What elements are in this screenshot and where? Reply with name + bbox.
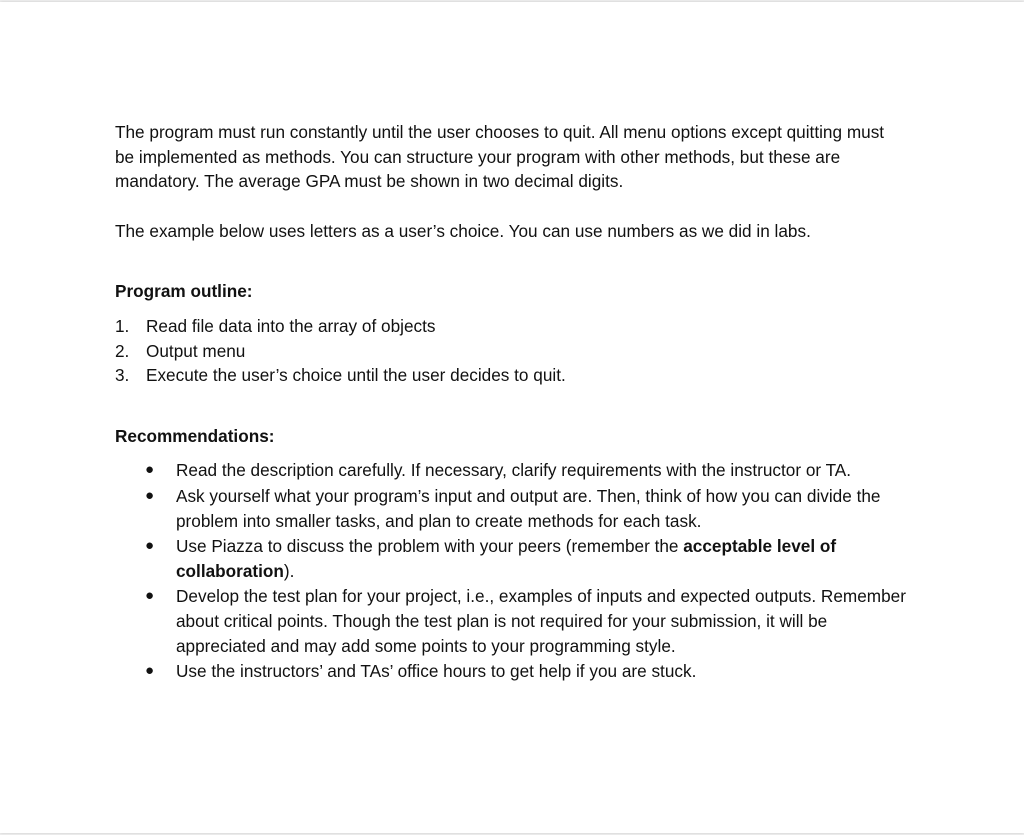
recommendation-item xyxy=(115,534,906,583)
bullet-icon: ● xyxy=(145,537,155,555)
bullet-icon: ● xyxy=(145,486,155,504)
outline-item-text: Read file data into the array of objects xyxy=(146,315,436,336)
outline-item-text: Execute the user’s choice until the user decides to quit. xyxy=(146,365,566,386)
recommendations-list xyxy=(115,458,915,683)
outline-item-text: Output menu xyxy=(146,340,246,361)
heading-recommendations: Recommendations: xyxy=(115,425,275,446)
outline-item-number: 1. xyxy=(115,315,130,336)
recommendation-item xyxy=(115,659,906,684)
bullet-icon: ● xyxy=(145,587,155,605)
program-outline-list xyxy=(115,314,915,388)
recommendation-text-part: Use Piazza to discuss the problem with your peers (remember the xyxy=(176,536,684,557)
recommendation-bold-text: acceptable level of collaboration xyxy=(176,536,837,581)
outline-item xyxy=(115,314,915,339)
recommendation-item xyxy=(115,458,906,483)
outline-item-number: 2. xyxy=(115,340,130,361)
document-content xyxy=(115,120,915,685)
heading-program-outline: Program outline: xyxy=(115,281,253,302)
paragraph-example: The example below uses letters as a user’s choice. You can use numbers as we did in labs. xyxy=(115,220,811,241)
recommendation-text: Read the description carefully. If necessary, clarify requirements with the instructor or TA. xyxy=(176,460,852,481)
recommendation-item xyxy=(115,484,906,533)
recommendation-text: Develop the test plan for your project, i.e., examples of inputs and expected outputs. Remember about critical points. Though the test plan is not required for your submission, it will be appreciated and may add some points to your programming style. xyxy=(176,586,906,656)
outline-item xyxy=(115,363,915,388)
recommendation-text: Ask yourself what your program’s input and output are. Then, think of how you can divide the problem into smaller tasks, and plan to create methods for each task. xyxy=(176,485,881,531)
outline-item-number: 3. xyxy=(115,365,130,386)
document-page xyxy=(0,2,1024,833)
recommendation-text: Use the instructors’ and TAs’ office hours to get help if you are stuck. xyxy=(176,661,697,682)
paragraph-requirements: The program must run constantly until the user chooses to quit. All menu options except quitting must be implemented as methods. You can structure your program with other methods, but these are mandatory. The average GPA must be shown in two decimal digits. xyxy=(115,122,885,192)
bullet-icon: ● xyxy=(145,461,155,479)
bullet-icon: ● xyxy=(145,662,155,680)
recommendation-text-part: ). xyxy=(283,560,295,581)
outline-item xyxy=(115,339,915,364)
recommendation-item xyxy=(115,584,906,658)
